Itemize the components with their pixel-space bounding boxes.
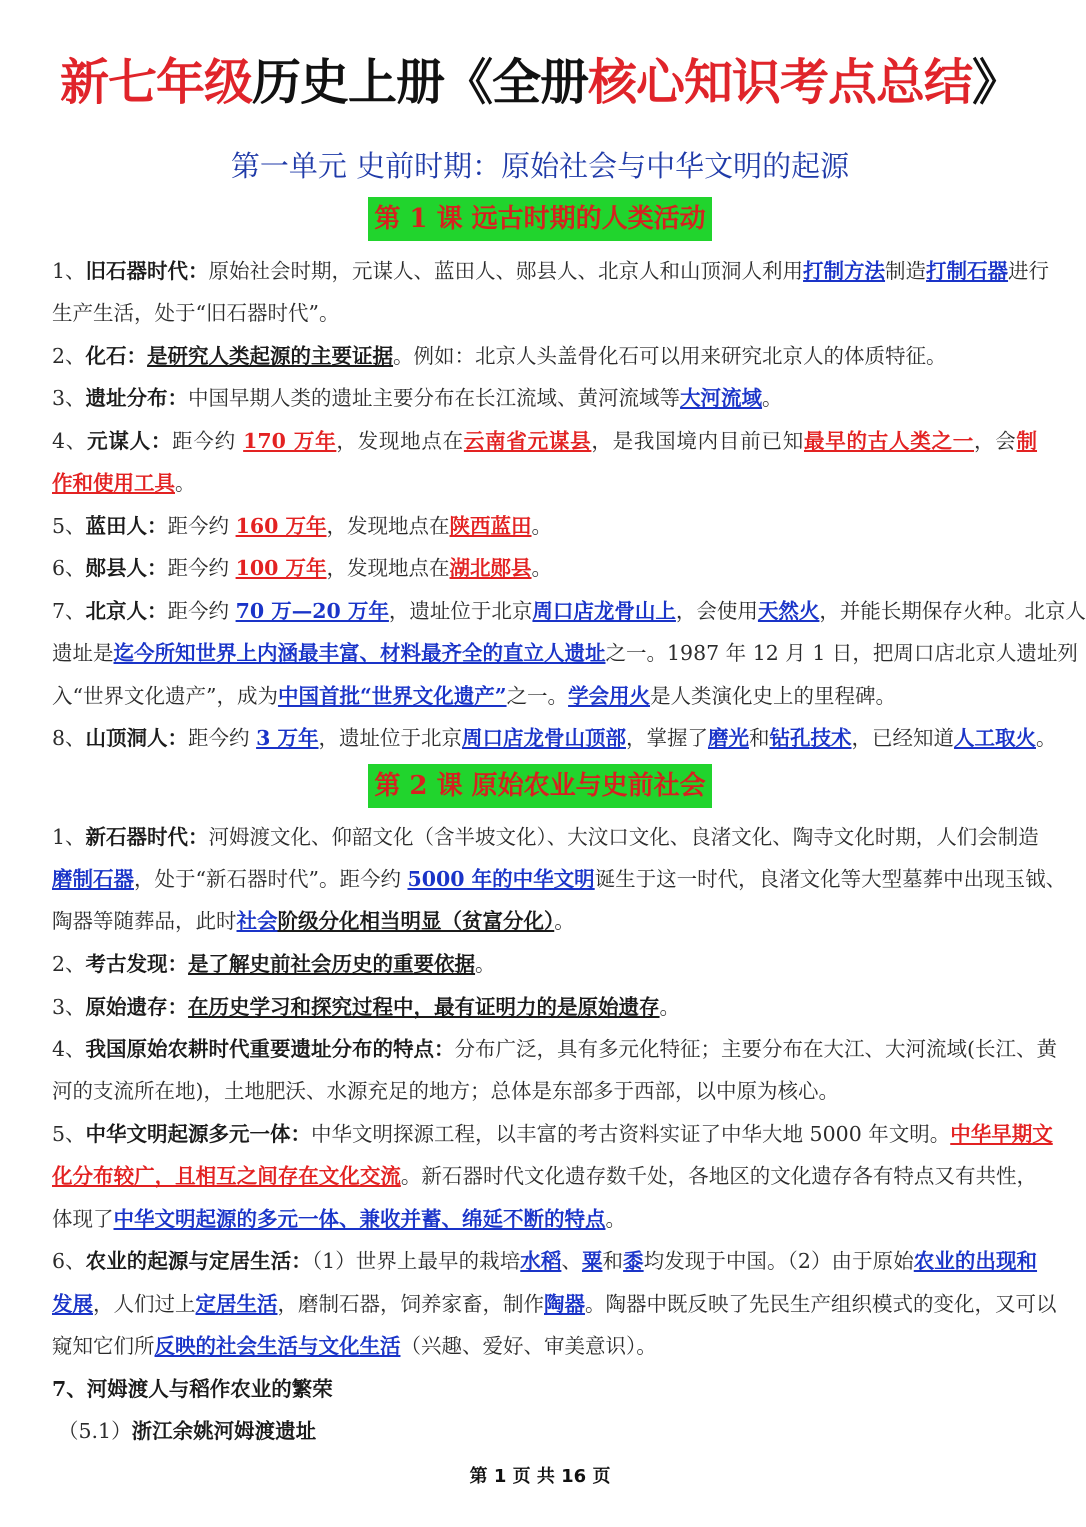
- list-item: 4、元谋人：距今约 170 万年，发现地点在云南省元谋县，是我国境内目前已知最早的古人类之一，会制: [52, 429, 1038, 453]
- list-item: 2、化石：是研究人类起源的主要证据。例如：北京人头盖骨化石可以用来研究北京人的体质特征。: [52, 344, 947, 368]
- unit-heading: 第一单元 史前时期：原始社会与中华文明的起源: [230, 149, 850, 183]
- list-item-continuation: 作和使用工具。: [52, 471, 196, 495]
- list-item: 8、山顶洞人：距今约 3 万年，遗址位于北京周口店龙骨山顶部，掌握了磨光和钻孔技术，已经知道人工取火。: [52, 726, 1057, 750]
- lesson-1-heading: 第 1 课 远古时期的人类活动: [0, 197, 1080, 241]
- list-subitem: （5.1）浙江余姚河姆渡遗址: [58, 1419, 317, 1443]
- list-item: 1、旧石器时代：原始社会时期，元谋人、蓝田人、郧县人、北京人和山顶洞人利用打制方法制造打制石器进行: [52, 259, 1050, 283]
- list-item: 5、中华文明起源多元一体：中华文明探源工程，以丰富的考古资料实证了中华大地 5000 年文明。中华早期文: [52, 1122, 1053, 1146]
- list-item-continuation: 河的支流所在地)，土地肥沃、水源充足的地方；总体是东部多于西部，以中原为核心。: [52, 1079, 839, 1103]
- list-item: 7、河姆渡人与稻作农业的繁荣: [52, 1377, 333, 1401]
- list-item-continuation: 磨制石器，处于“新石器时代”。距今约 5000 年的中华文明诞生于这一时代，良渚文化等大型墓葬中出现玉钺、: [52, 867, 1067, 891]
- list-item: 3、遗址分布：中国早期人类的遗址主要分布在长江流域、黄河流域等大河流域。: [52, 386, 783, 410]
- list-item: 6、农业的起源与定居生活：（1）世界上最早的栽培水稻、粟和黍均发现于中国。（2）由于原始农业的出现和: [52, 1249, 1038, 1273]
- list-item-continuation: 生产生活，处于“旧石器时代”。: [52, 301, 340, 325]
- list-item: 5、蓝田人：距今约 160 万年，发现地点在陕西蓝田。: [52, 514, 553, 538]
- page-number-footer: 第 1 页 共 16 页: [469, 1466, 611, 1487]
- list-item-continuation: 体现了中华文明起源的多元一体、兼收并蓄、绵延不断的特点。: [52, 1207, 626, 1231]
- list-item: 6、郧县人：距今约 100 万年，发现地点在湖北郧县。: [52, 556, 553, 580]
- page-title: 新七年级历史上册《全册核心知识考点总结》: [59, 54, 1021, 111]
- list-item-continuation: 发展，人们过上定居生活，磨制石器，饲养家畜，制作陶器。陶器中既反映了先民生产组织模式的变化，又可以: [52, 1292, 1057, 1316]
- list-item: 7、北京人：距今约 70 万—20 万年，遗址位于北京周口店龙骨山上，会使用天然火，并能长期保存火种。北京人: [52, 599, 1086, 623]
- list-item-continuation: 化分布较广，且相互之间存在文化交流。新石器时代文化遗存数千处，各地区的文化遗存各有特点又有共性，: [52, 1164, 1038, 1188]
- list-item: 1、新石器时代：河姆渡文化、仰韶文化（含半坡文化）、大汶口文化、良渚文化、陶寺文化时期，人们会制造: [52, 825, 1039, 849]
- list-item-continuation: 陶器等随葬品，此时社会阶级分化相当明显（贫富分化）。: [52, 909, 575, 933]
- list-item: 2、考古发现：是了解史前社会历史的重要依据。: [52, 952, 496, 976]
- list-item: 3、原始遗存：在历史学习和探究过程中，最有证明力的是原始遗存。: [52, 995, 681, 1019]
- lesson-2-heading: 第 2 课 原始农业与史前社会: [0, 764, 1080, 808]
- list-item-continuation: 窥知它们所反映的社会生活与文化生活（兴趣、爱好、审美意识）。: [52, 1334, 657, 1358]
- list-item-continuation: 遗址是迄今所知世界上内涵最丰富、材料最齐全的直立人遗址之一。1987 年 12 月 1 日，把周口店北京人遗址列: [52, 641, 1078, 665]
- list-item: 4、我国原始农耕时代重要遗址分布的特点：分布广泛，具有多元化特征；主要分布在大江、大河流域(长江、黄: [52, 1037, 1058, 1061]
- list-item-continuation: 入“世界文化遗产”，成为中国首批“世界文化遗产”之一。学会用火是人类演化史上的里程碑。: [52, 684, 897, 708]
